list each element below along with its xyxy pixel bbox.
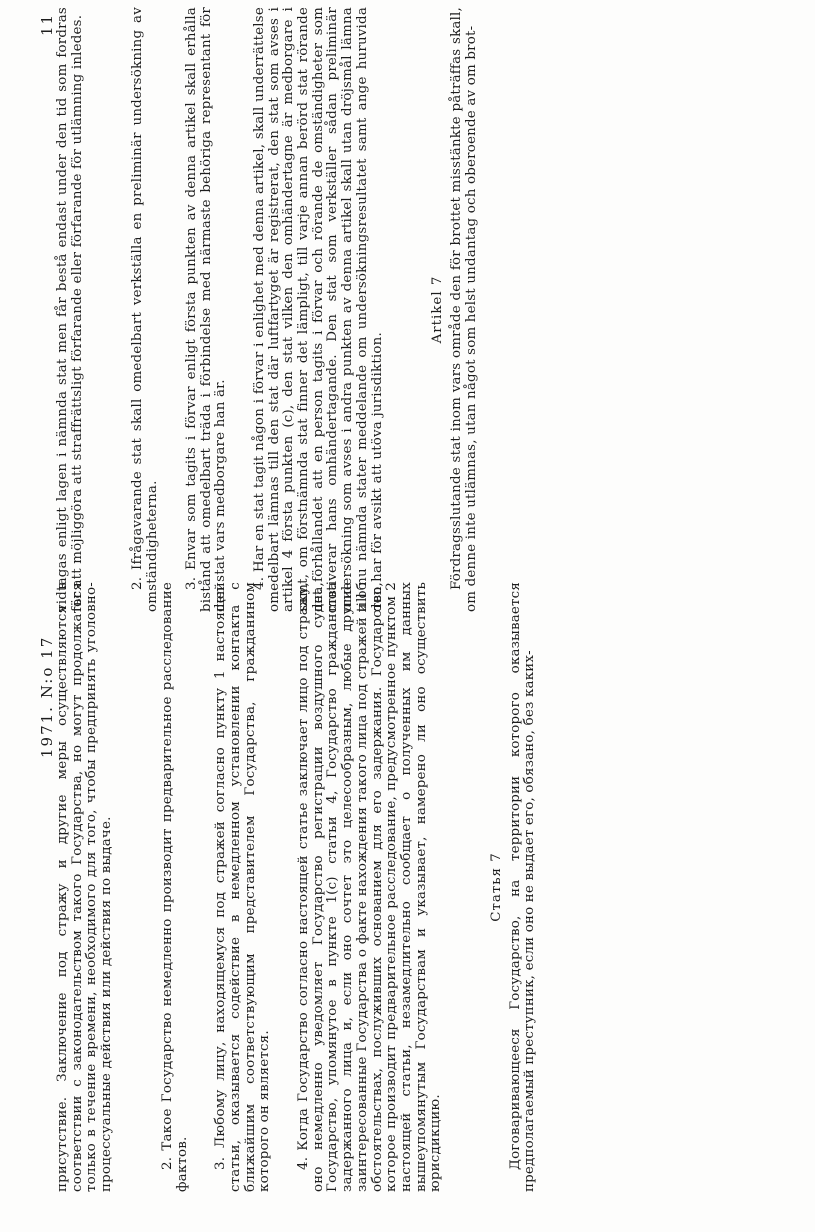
sv-paragraph-5: Fördragsslutande stat inom vars område den för brottet misstänkte påträffas skall, om denne inte utlämnas, utan något som helst undantag och oberoende av om brot-	[448, 7, 479, 612]
ru-paragraph-3: 3. Любому лицу, находящемуся под стражей согласно пункту 1 настоящей статьи, оказывается содействие в немедленном установлении контакта с ближайшим соответствующим представителем Государства, гражданином которого он является.	[213, 582, 273, 1192]
sv-article-heading: Artikel 7	[430, 275, 446, 344]
ru-paragraph-5: Договаривающееся Государство, на территории которого оказывается предполагаемый преступник, если оно не выдает его, обязано, без каких-	[507, 582, 538, 1192]
ru-paragraph-1: присутствие. Заключение под стражу и другие меры осуществляются в соответствии с законодательством такого Государства, но могут продолжаться только в течение времени, необходимого для того, чтобы предпринять уголовно-процессуальные действия или действия по выдаче.	[55, 582, 115, 1192]
ru-paragraph-4: 4. Когда Государство согласно настоящей статье заключает лицо под стражу, оно немедленно уведомляет Государство регистрации воздушного судна, Государство, упомянутое в пункте 1(с) статьи 4, Государство гражданства задержанного лица и, если оно сочтет это целесообразным, любые другие заинтересованные Государства о факте нахождения такого лица под стражей и об обстоятельствах, послуживших основанием для его задержания. Государство, которое производит предварительное расследование, предусмотренное пунктом 2 настоящей статьи, незамедлительно сообщает о полученных им данных вышеупомянутым Государствам и указывает, намерено ли оно осуществить юрисдикцию.	[296, 582, 444, 1192]
page-label: 1971. N:o 17	[38, 635, 56, 758]
russian-column	[56, 582, 538, 1192]
sv-paragraph-1: vidtagas enligt lagen i nämnda stat men får bestå endast under den tid som fordras för att möjliggöra att straffrättsligt förfarande eller förfarande för utlämning inledes.	[55, 7, 85, 612]
page-number: 11	[38, 12, 56, 36]
sv-paragraph-4: 4. Har en stat tagit någon i förvar i enlighet med denna artikel, skall underrättelse omedelbart lämnas till den stat där luftfartyget är registrerat, den stat som avses i artikel 4 första punkten (c), den stat vilken den omhändertagne är medborgare i samt, om förstnämnda stat finner det lämpligt, till varje annan berörd stat rörande det förhållandet att en person tagits i förvar och rörande de omständigheter som motiverar hans omhändertagande. Den stat som verkställer sådan preliminär undersökning som avses i andra punkten av denna artikel skall utan dröjsmål lämna till nu nämnda stater meddelande om undersökningsresultatet samt ange huruvida den har för avsikt att utöva jurisdiktion.	[251, 7, 385, 612]
sv-paragraph-2: 2. Ifrågavarande stat skall omedelbart verkställa en preliminär undersökning av omständigheterna.	[130, 7, 161, 612]
ru-paragraph-2: 2. Такое Государство немедленно производит предварительное расследование фактов.	[159, 582, 190, 1192]
ru-article-heading: Статья 7	[489, 852, 505, 922]
swedish-column	[56, 7, 479, 612]
sv-paragraph-3: 3. Envar som tagits i förvar enligt första punkten av denna artikel skall erhålla bistånd att omedelbart träda i förbindelse med närmaste behöriga representant för den stat vars medborgare han är.	[183, 7, 229, 612]
